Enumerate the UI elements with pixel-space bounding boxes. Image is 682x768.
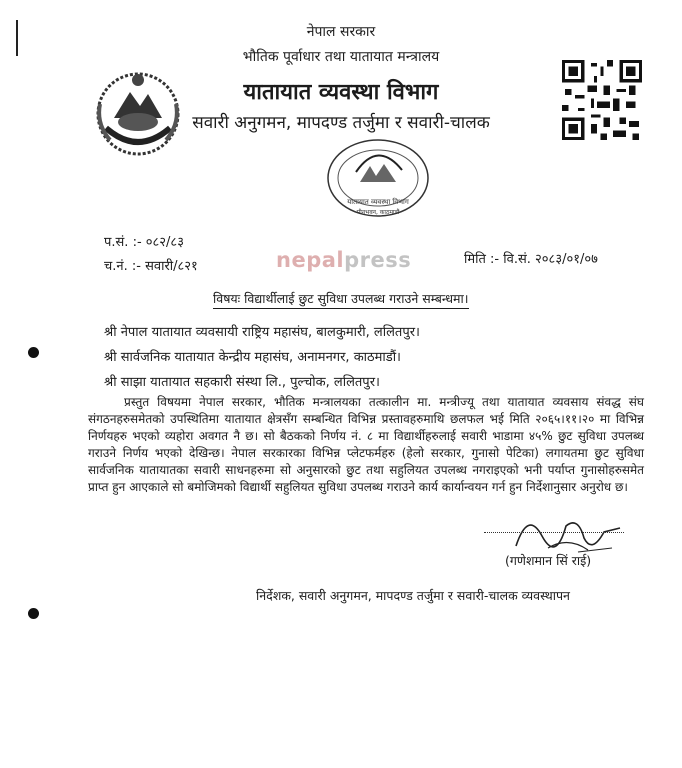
signer-designation: निर्देशक, सवारी अनुगमन, मापदण्ड तर्जुमा र सवारी-चालक व्यवस्थापन: [256, 588, 570, 603]
letter-pa-sa: प.सं. :- ०८२/८३: [104, 235, 184, 250]
letter-date: मिति :- वि.सं. २०८३/०१/०७: [464, 252, 598, 267]
recipient-2: श्री सार्वजनिक यातायात केन्द्रीय महासंघ, अनामनगर, काठमाडौं।: [104, 350, 401, 365]
header-ministry: भौतिक पूर्वाधार तथा यातायात मन्त्रालय: [242, 49, 440, 65]
signature-line: [484, 532, 624, 533]
svg-text:मीनभवन, काठमाडौं: मीनभवन, काठमाडौं: [356, 209, 400, 216]
recipient-1: श्री नेपाल यातायात व्यवसायी राष्ट्रिय महासंघ, बालकुमारी, ललितपुर।: [104, 325, 420, 340]
watermark-part2: press: [344, 248, 412, 272]
recipient-3: श्री साझा यातायात सहकारी संस्था लि., पुल्चोक, ललितपुर।: [104, 375, 380, 390]
letter-cha-na: च.नं. :- सवारी/८२१: [104, 259, 198, 274]
header-department: यातायात व्यवस्था विभाग: [243, 80, 439, 105]
header-section: सवारी अनुगमन, मापदण्ड तर्जुमा र सवारी-चालक: [192, 113, 490, 133]
letter-subject: विषयः विद्यार्थीलाई छुट सुविधा उपलब्ध गराउने सम्बन्धमा।: [213, 290, 469, 309]
watermark-logo: [276, 248, 411, 272]
watermark-part1: nepal: [276, 248, 345, 272]
header-government: नेपाल सरकार: [306, 24, 376, 40]
hole-punch-dot: [28, 347, 39, 358]
hole-punch-dot: [28, 608, 39, 619]
letter-body: प्रस्तुत विषयमा नेपाल सरकार, भौतिक मन्त्रालयका तत्कालीन मा. मन्त्रीज्यू तथा यातायात व्यवसाय संवद्ध संघ संगठनहरुसमेतको उपस्थितिमा यातायात क्षेत्रसँग सम्बन्धित विभिन्न प्रस्तावहरुमाथि छलफल भई मिति २०६५।११।२० मा विभिन्न निर्णयहरु भएको व्यहोरा अवगत नै छ। सो बैठकको निर्णय नं. ८ मा विद्यार्थीहरुलाई सवारी भाडामा ४५% छुट सुविधा उपलब्ध गराउने निर्णय भएको देखिन्छ। नेपाल सरकारका विभिन्न प्लेटफर्महरु (हेलो सरकार, गुनासो पेटिका) लगायतमा छुट सुविधा सार्वजनिक यातायातका सवारी साधनहरुमा सो अनुसारको छुट तथा सहुलियत उपलब्ध नगराइएको भनी पर्याप्त गुनासोहरुसमेत प्राप्त हुन आएकाले सो बमोजिमको विद्यार्थी सहुलियत सुविधा उपलब्ध गराउने कार्य कार्यान्वयन गर्न हुन निर्देशानुसार अनुरोध छ।: [88, 395, 644, 494]
signer-name: (गणेशमान सिं राई): [505, 553, 592, 568]
svg-text:यातायात व्यवस्था विभाग: यातायात व्यवस्था विभाग: [347, 198, 409, 206]
office-stamp-icon: [310, 132, 440, 222]
